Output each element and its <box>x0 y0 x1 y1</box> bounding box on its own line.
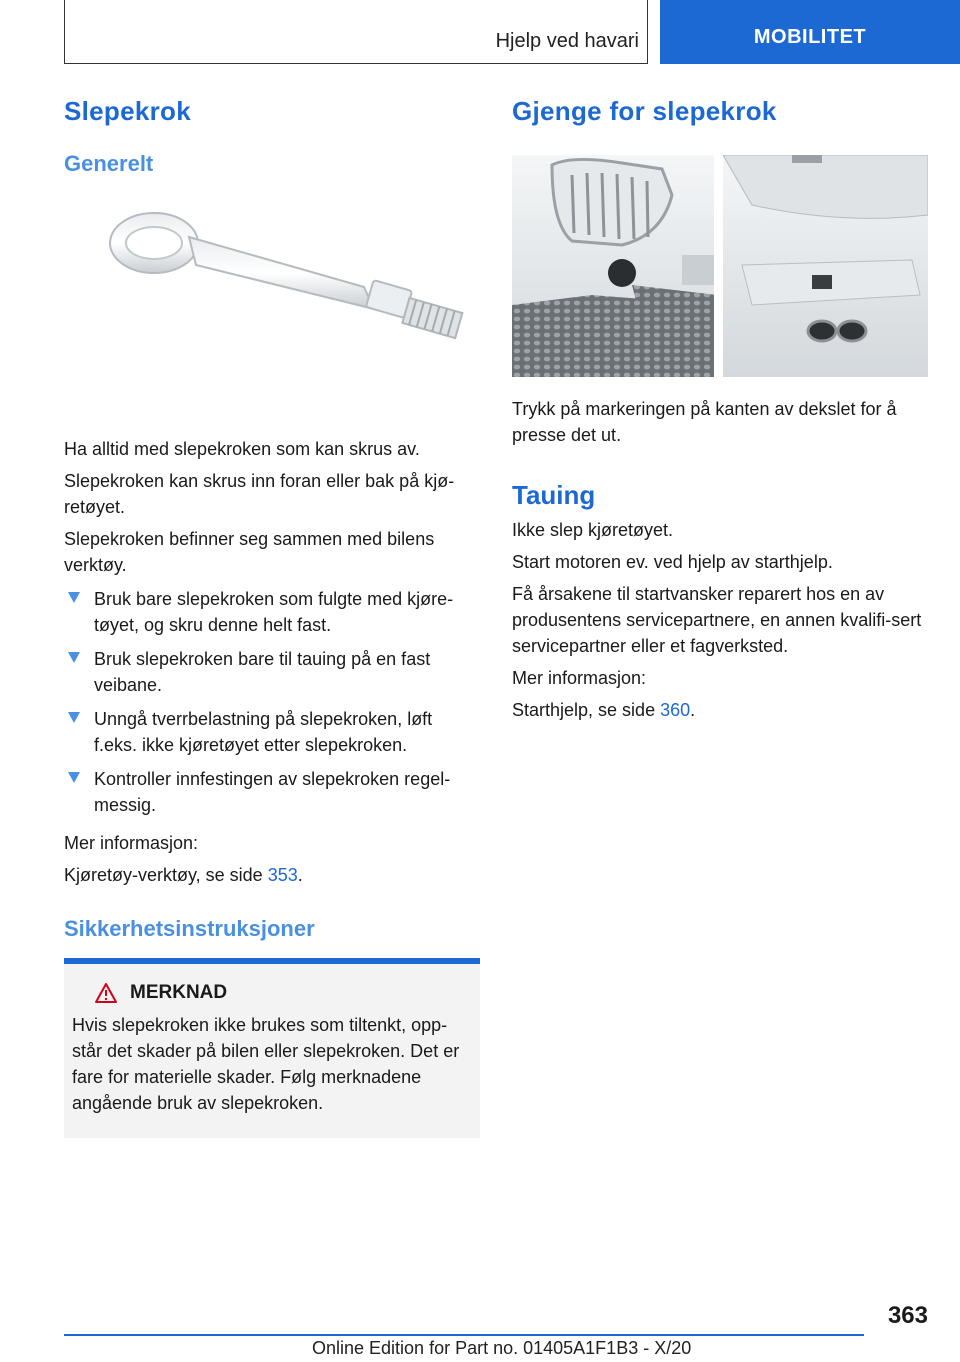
paragraph-3: Slepekroken befinner seg sammen med bilens verktøy. <box>64 529 435 575</box>
footer-divider <box>64 1334 864 1336</box>
triangle-bullet-icon <box>68 772 80 783</box>
more-info-label: Mer informasjon: <box>64 833 199 853</box>
page-link-360[interactable]: 360 <box>660 700 691 720</box>
notice-text: Hvis slepekroken ikke brukes som tiltenkt, opp-står det skader på bilen eller slepekroken. Det er fare for materielle skader. Følg merknadene angående bruk av slepekroken. <box>72 1015 460 1113</box>
triangle-bullet-icon <box>68 592 80 603</box>
tow-reference: Starthjelp, se side 360. <box>512 700 696 720</box>
figure-caption: Trykk på markeringen på kanten av dekslet for å presse det ut. <box>512 399 897 445</box>
tow-hook-image <box>64 197 480 417</box>
list-item: Unngå tverrbelastning på slepekroken, løft f.eks. ikke kjøretøyet etter slepekroken. <box>64 706 480 758</box>
tow-paragraph-3: Få årsakene til startvansker reparert hos en av produsentens servicepartnere, en annen kvalifi-sert servicepartner eller et fagverksted. <box>512 584 922 656</box>
section-heading-general: Generelt <box>64 151 154 176</box>
paragraph-2: Slepekroken kan skrus inn foran eller bak på kjø-retøyet. <box>64 471 455 517</box>
chapter-tab[interactable]: MOBILITET <box>660 0 960 64</box>
tow-paragraph-1: Ikke slep kjøretøyet. <box>512 520 674 540</box>
paragraph-1: Ha alltid med slepekroken som kan skrus av. <box>64 439 420 459</box>
section-heading-safety: Sikkerhetsinstruksjoner <box>64 916 315 941</box>
car-bumper-image <box>512 155 928 377</box>
header-box <box>64 0 648 64</box>
page-number: 363 <box>887 1302 928 1329</box>
header-section-title: Hjelp ved havari <box>495 30 639 52</box>
right-column <box>512 96 928 723</box>
notice-label: MERKNAD <box>130 982 228 1003</box>
list-item: Bruk slepekroken bare til tauing på en fast veibane. <box>64 646 480 698</box>
page-link-353[interactable]: 353 <box>267 865 298 885</box>
triangle-bullet-icon <box>68 652 80 663</box>
warning-icon <box>94 982 118 1004</box>
section-heading-thread: Gjenge for slepekrok <box>512 96 777 126</box>
left-column <box>64 96 480 1138</box>
bullet-list <box>64 586 480 818</box>
list-item: Bruk bare slepekroken som fulgte med kjøre-tøyet, og skru denne helt fast. <box>64 586 480 638</box>
list-item: Kontroller innfestingen av slepekroken regel-messig. <box>64 766 480 818</box>
section-heading-towing: Tauing <box>512 480 596 510</box>
more-info-reference: Kjøretøy-verktøy, se side 353. <box>64 865 303 885</box>
notice-box <box>64 958 480 1138</box>
page-title: Slepekrok <box>64 96 191 126</box>
triangle-bullet-icon <box>68 712 80 723</box>
tow-paragraph-4: Mer informasjon: <box>512 668 647 688</box>
tow-paragraph-2: Start motoren ev. ved hjelp av starthjelp. <box>512 552 833 572</box>
footer-edition: Online Edition for Part no. 01405A1F1B3 - X/20 <box>312 1338 692 1358</box>
